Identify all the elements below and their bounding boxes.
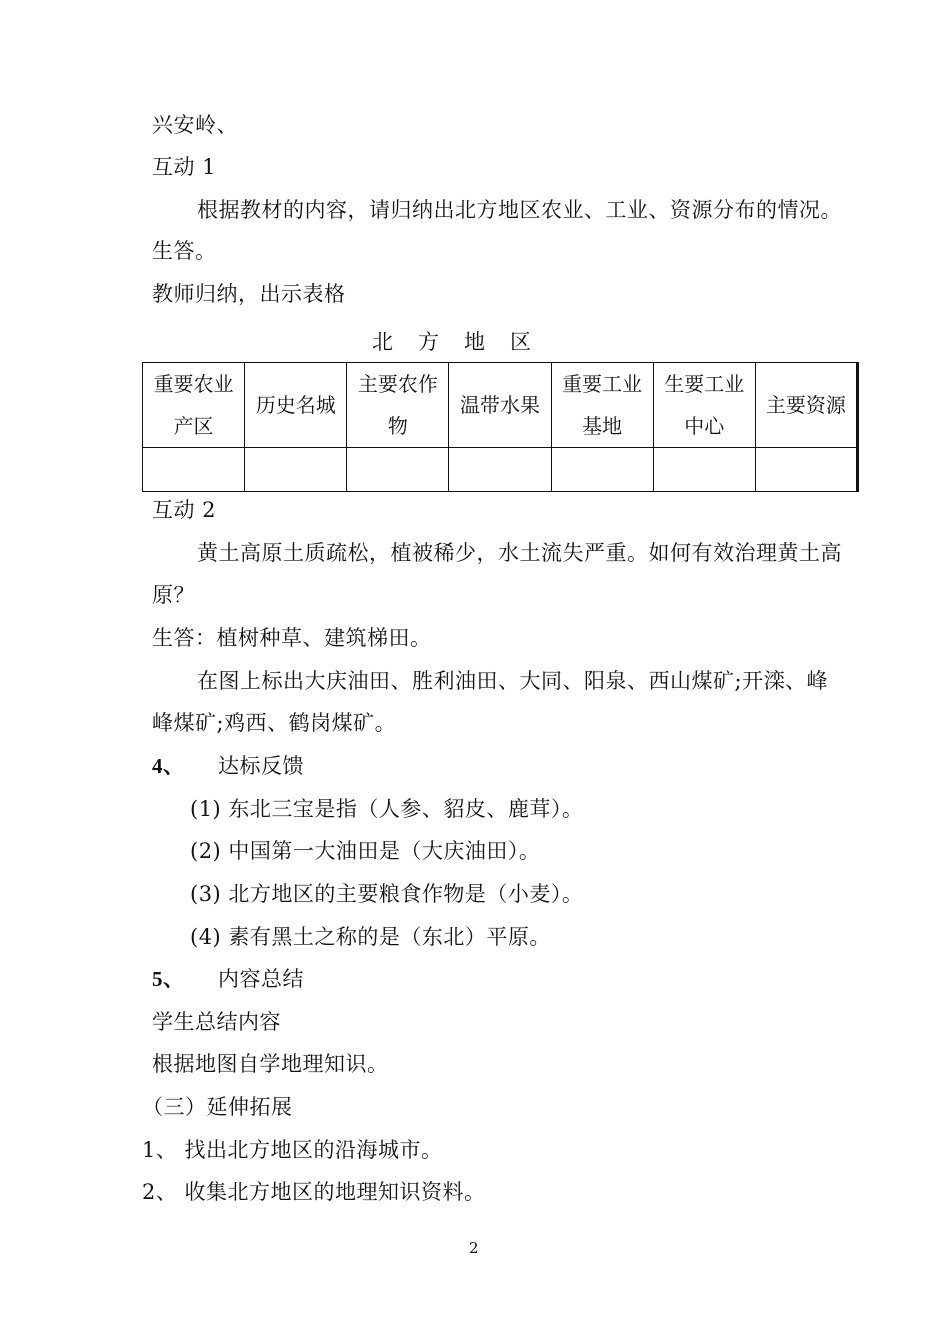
list-item: (3) 北方地区的主要粮食作物是（小麦）。 [190, 882, 584, 906]
heading-interaction-2: 互动 2 [152, 498, 217, 522]
table-cell [653, 448, 755, 492]
table-header-cell: 主要农作物 [347, 363, 449, 448]
table-cell [347, 448, 449, 492]
text-line: 兴安岭、 [152, 113, 238, 137]
table-cell [245, 448, 347, 492]
paragraph-continuation: 峰煤矿;鸡西、鹤岗煤矿。 [152, 711, 397, 735]
table-row [143, 448, 858, 492]
table-header-cell: 生要工业中心 [653, 363, 755, 448]
table-header-cell: 重要工业基地 [551, 363, 653, 448]
section-number: 5、 [152, 967, 185, 991]
table-header-cell: 主要资源 [755, 363, 857, 448]
teacher-summary: 教师归纳，出示表格 [152, 282, 346, 306]
paragraph-question: 黄土高原土质疏松，植被稀少，水土流失严重。如何有效治理黄土高 [197, 541, 842, 565]
section-number: 4、 [152, 754, 185, 778]
student-answer: 生答：植树种草、建筑梯田。 [152, 626, 432, 650]
text-line: 根据地图自学地理知识。 [152, 1052, 389, 1076]
heading-interaction-1: 互动 1 [152, 155, 217, 179]
list-item: 2、 收集北方地区的地理知识资料。 [142, 1180, 486, 1204]
list-item: (4) 素有黑土之称的是（东北）平原。 [190, 925, 551, 949]
page-number: 2 [469, 1239, 479, 1257]
list-item: 1、 找出北方地区的沿海城市。 [142, 1138, 443, 1162]
section-title: 内容总结 [218, 967, 304, 991]
table-header-cell: 温带水果 [449, 363, 551, 448]
table-cell [143, 448, 245, 492]
paragraph-question: 根据教材的内容，请归纳出北方地区农业、工业、资源分布的情况。 [197, 198, 842, 222]
table-cell [449, 448, 551, 492]
section-heading: （三）延伸拓展 [142, 1095, 293, 1119]
section-title: 达标反馈 [218, 754, 304, 778]
table-cell [755, 448, 857, 492]
table-title: 北 方 地 区 [372, 330, 533, 354]
table-cell [551, 448, 653, 492]
table-header-cell: 重要农业产区 [143, 363, 245, 448]
list-item: (2) 中国第一大油田是（大庆油田）。 [190, 839, 541, 863]
paragraph-task: 在图上标出大庆油田、胜利油田、大同、阳泉、西山煤矿;开滦、峰 [197, 669, 829, 693]
table-header-row [143, 363, 858, 448]
paragraph-continuation: 原？ [152, 583, 195, 607]
list-item: (1) 东北三宝是指（人参、貂皮、鹿茸）。 [190, 797, 584, 821]
student-answer: 生答。 [152, 239, 217, 263]
table-header-cell: 历史名城 [245, 363, 347, 448]
text-line: 学生总结内容 [152, 1010, 281, 1034]
summary-table [142, 362, 859, 492]
